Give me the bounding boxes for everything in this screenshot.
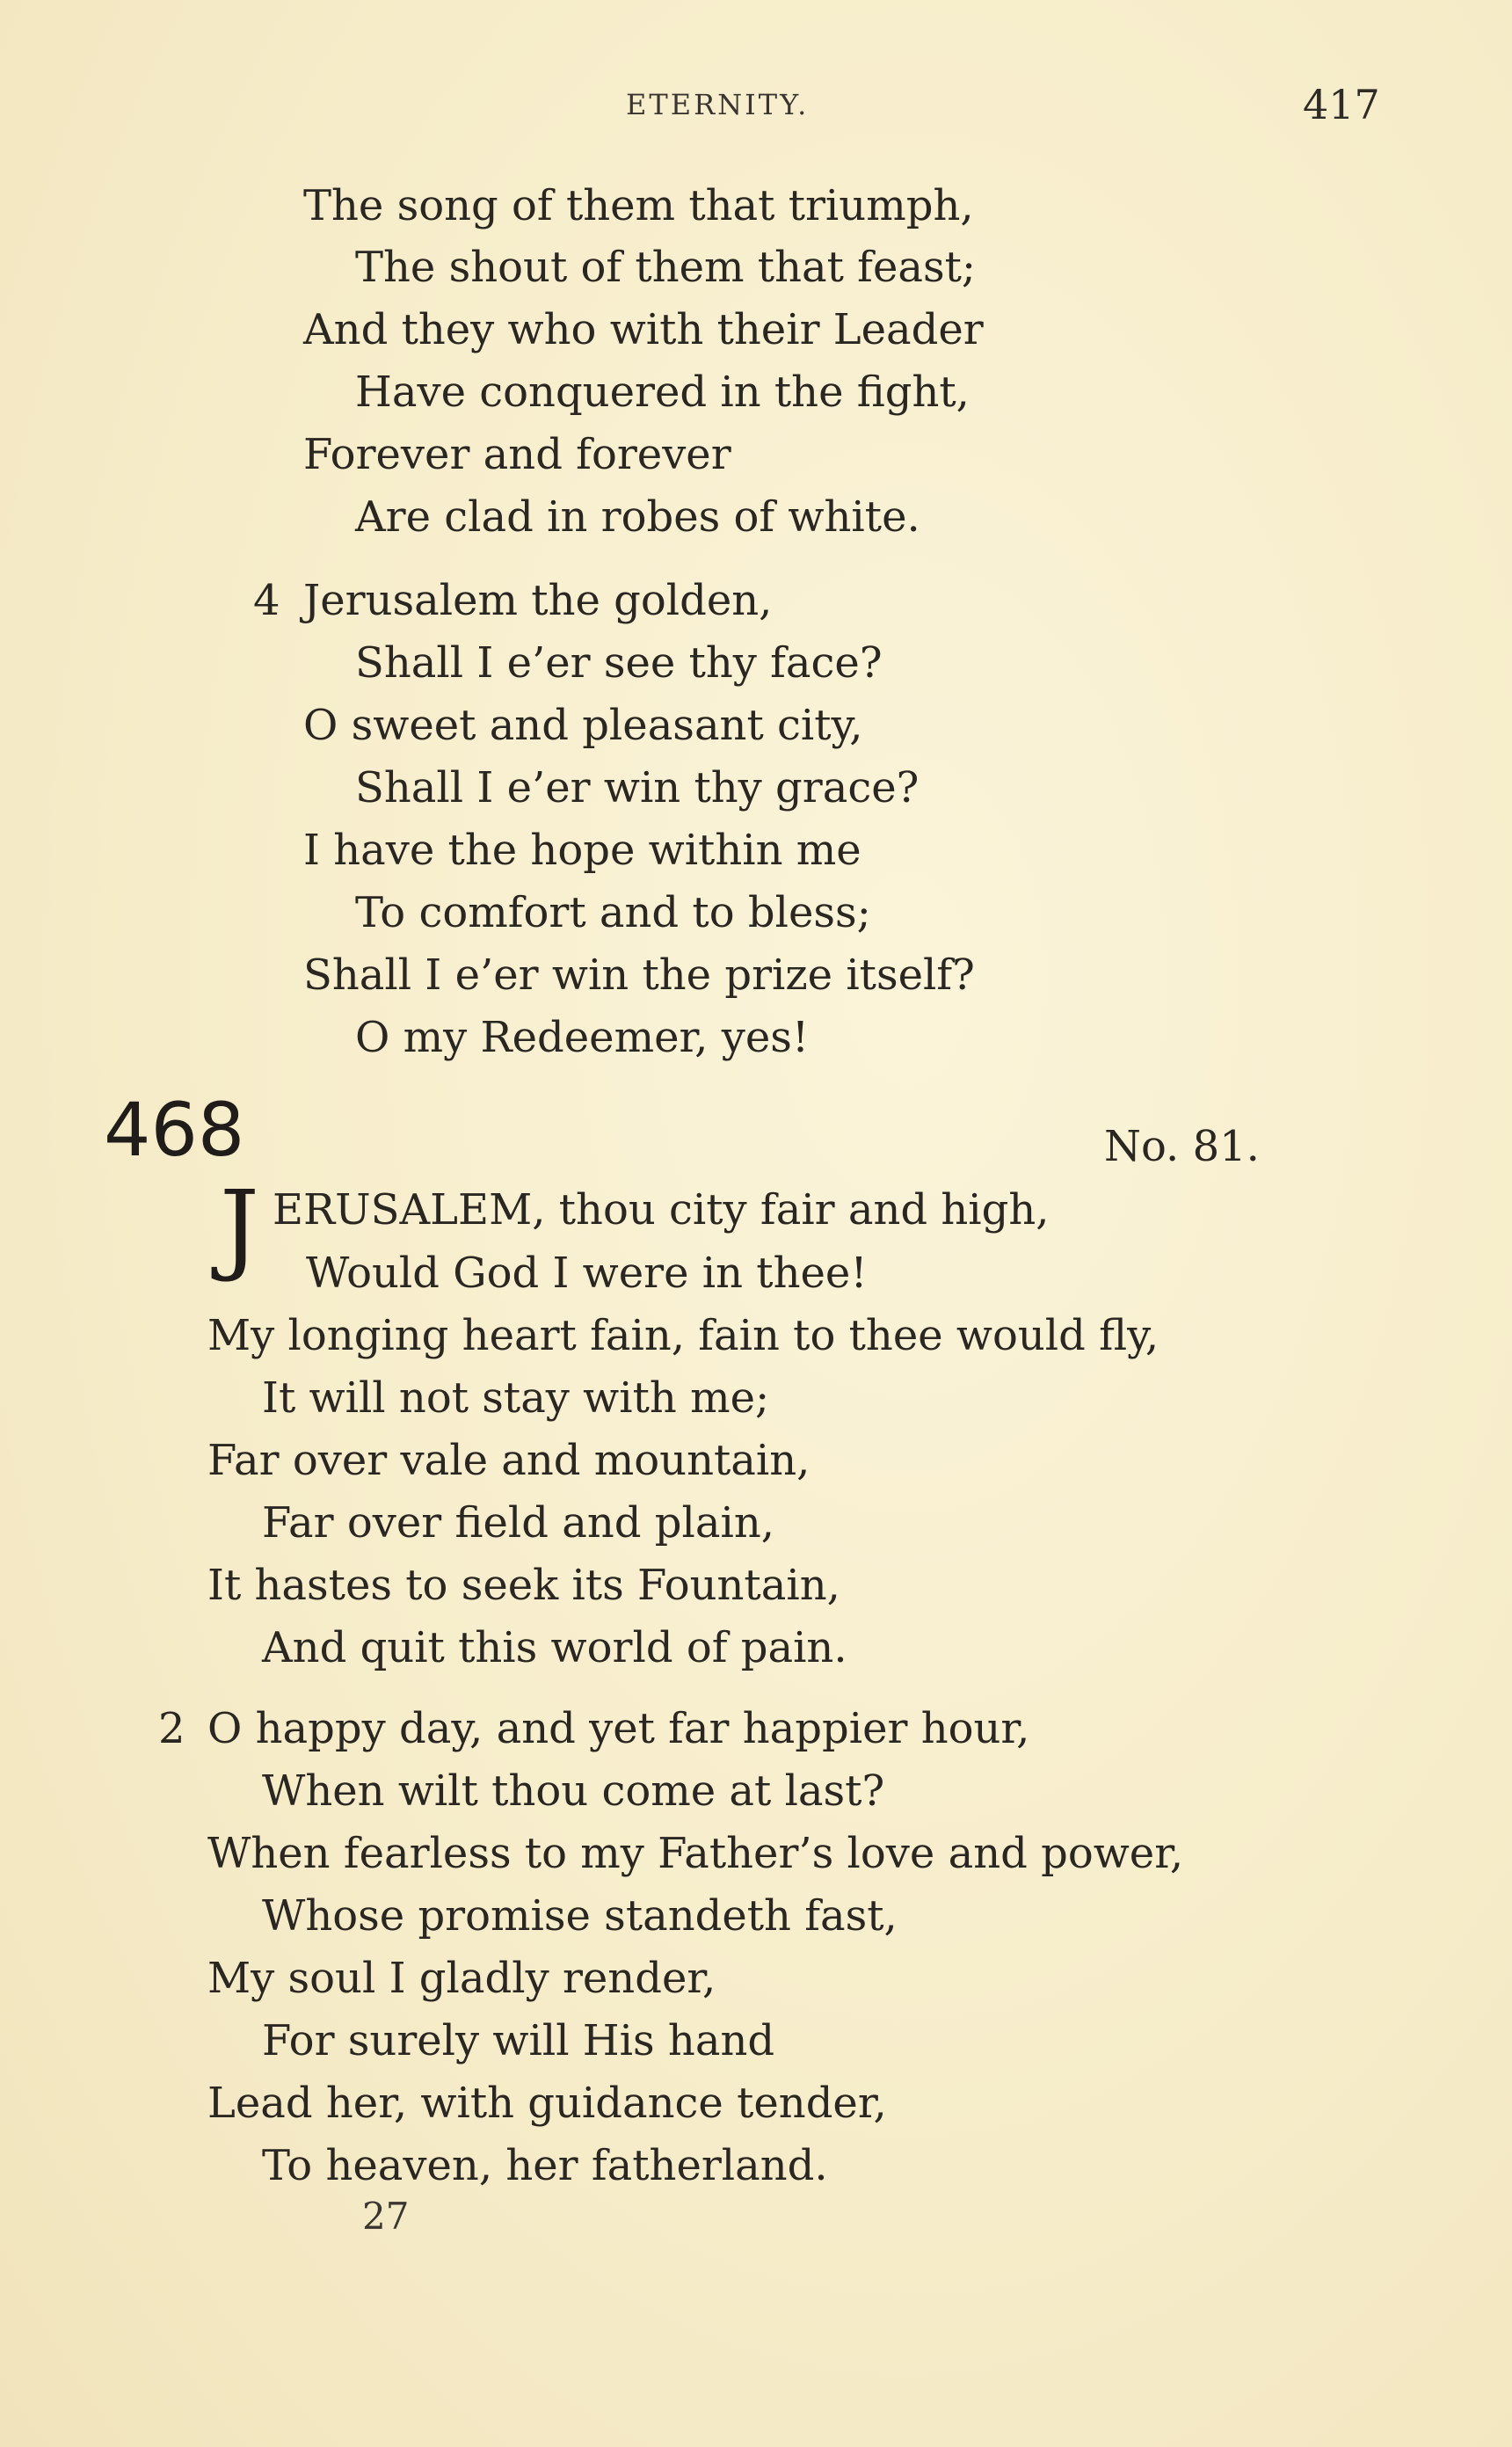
signature-mark: 27 xyxy=(362,2195,410,2238)
verse-number: 2 xyxy=(158,1704,185,1753)
verse-number: 4 xyxy=(253,576,280,625)
hymn-number: 468 xyxy=(104,1087,245,1173)
verse-line: Are clad in robes of white. xyxy=(355,492,920,542)
verse-line: It hastes to seek its Fountain, xyxy=(207,1561,840,1610)
verse-line: Shall I e’er win thy grace? xyxy=(355,763,920,812)
verse-line: When wilt thou come at last? xyxy=(262,1766,885,1816)
verse-line: It will not stay with me; xyxy=(262,1373,770,1423)
verse-line: My soul I gladly render, xyxy=(207,1954,716,2003)
running-head: ETERNITY. xyxy=(626,88,810,121)
drop-cap: J xyxy=(220,1170,259,1285)
verse-line: Jerusalem the golden, xyxy=(303,576,773,625)
verse-line: Would God I were in thee! xyxy=(306,1249,868,1298)
verse-line: Far over field and plain, xyxy=(262,1498,774,1548)
verse-line: Forever and forever xyxy=(303,430,731,479)
tune-reference: No. 81. xyxy=(1104,1122,1260,1171)
verse-line: O my Redeemer, yes! xyxy=(355,1013,810,1062)
verse-line: When fearless to my Father’s love and power, xyxy=(207,1829,1184,1878)
verse-line: O happy day, and yet far happier hour, xyxy=(207,1704,1030,1753)
verse-line: To heaven, her fatherland. xyxy=(262,2141,828,2190)
verse-line: And they who with their Leader xyxy=(303,305,984,354)
verse-line: My longing heart fain, fain to thee would fly, xyxy=(207,1311,1159,1360)
verse-line: Whose promise standeth fast, xyxy=(262,1891,898,1941)
verse-line: Have conquered in the fight, xyxy=(355,368,970,417)
verse-line: Lead her, with guidance tender, xyxy=(207,2079,887,2128)
verse-line: O sweet and pleasant city, xyxy=(303,701,863,750)
verse-line: To comfort and to bless; xyxy=(355,888,871,937)
verse-line: The shout of them that feast; xyxy=(355,243,977,292)
verse-line: For surely will His hand xyxy=(262,2016,775,2065)
verse-line: ERUSALEM, thou city fair and high, xyxy=(273,1185,1050,1234)
verse-line: Far over vale and mountain, xyxy=(207,1436,811,1485)
verse-line: Shall I e’er see thy face? xyxy=(355,638,883,688)
verse-line: I have the hope within me xyxy=(303,826,861,875)
verse-line: And quit this world of pain. xyxy=(262,1623,847,1672)
verse-line: Shall I e’er win the prize itself? xyxy=(303,950,975,1000)
verse-line: The song of them that triumph, xyxy=(303,181,974,230)
page-number: 417 xyxy=(1303,81,1380,128)
